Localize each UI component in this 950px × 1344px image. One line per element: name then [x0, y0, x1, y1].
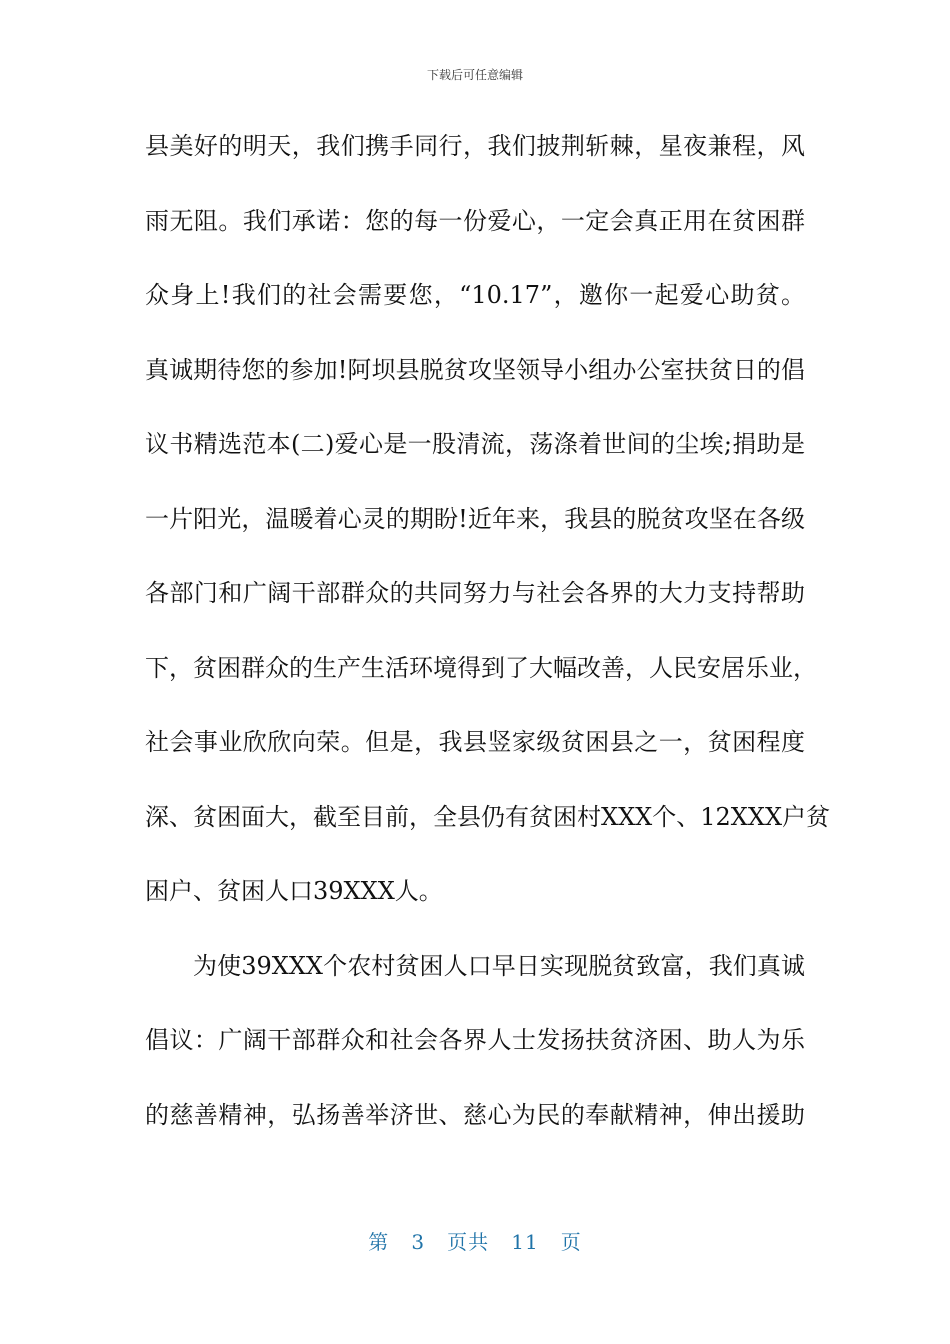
text-line: 真诚期待您的参加!阿坝县脱贫攻坚领导小组办公室扶贫日的倡	[145, 355, 805, 384]
text-line: 各部门和广阔干部群众的共同努力与社会各界的大力支持帮助	[145, 579, 805, 607]
page-header: 下载后可任意编辑	[426, 68, 523, 82]
text-line: 县美好的明天，我们携手同行，我们披荆斩棘，星夜兼程，风	[145, 132, 805, 160]
text-line: 为使39XXX个农村贫困人口早日实现脱贫致富，我们真诚	[193, 951, 805, 980]
text-line: 众身上!我们的社会需要您，“10.17”，邀你一起爱心助贫。	[145, 281, 805, 309]
text-line: 倡议：广阔干部群众和社会各界人士发扬扶贫济困、助人为乐	[145, 1026, 805, 1054]
page-label-prefix: 第	[368, 1230, 390, 1254]
text-line: 社会事业欣欣向荣。但是，我县竖家级贫困县之一，贫困程度	[145, 728, 805, 756]
page-footer	[0, 1226, 950, 1255]
text-line: 一片阳光，温暖着心灵的期盼!近年来，我县的脱贫攻坚在各级	[145, 504, 805, 533]
text-line: 雨无阻。我们承诺：您的每一份爱心，一定会真正用在贫困群	[145, 206, 805, 235]
text-line: 深、贫困面大，截至目前，全县仍有贫困村XXX个、12XXX户贫	[145, 802, 831, 831]
page-label-middle: 页共	[447, 1230, 490, 1254]
text-line: 困户、贫困人口39XXX人。	[145, 877, 443, 905]
text-line: 议书精选范本(二)爱心是一股清流，荡涤着世间的尘埃;捐助是	[145, 430, 805, 458]
page-label-suffix: 页	[560, 1230, 582, 1254]
text-line: 的慈善精神，弘扬善举济世、慈心为民的奉献精神，伸出援助	[145, 1100, 805, 1129]
total-pages-number: 11	[511, 1230, 539, 1254]
text-line: 下，贫困群众的生产生活环境得到了大幅改善，人民安居乐业，	[145, 653, 817, 682]
document-body	[145, 118, 831, 1161]
current-page-number: 3	[411, 1230, 426, 1254]
